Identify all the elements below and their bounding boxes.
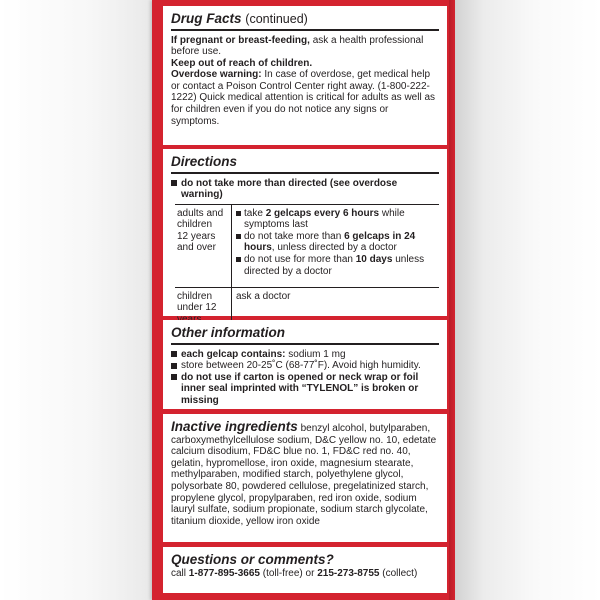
inactive-ingredients-section [163,414,447,542]
other-information-section [163,320,447,409]
questions-title: Questions or comments? [171,552,334,567]
dosage-item [236,254,439,277]
dosage-text: take [244,207,266,219]
dosage-adults [232,205,439,287]
bullet-square-icon [171,180,177,186]
bullet-square-icon [171,363,177,369]
section-rule [171,29,439,31]
questions-text: call [171,568,189,579]
other-info-item [171,360,439,372]
phone-collect: 215-273-8755 [317,568,380,579]
directions-warning-text: do not take more than directed (see overdose warning) [181,177,398,201]
bullet-square-icon [236,257,241,262]
other-info-text: store between 20-25˚C (68-77˚F). Avoid high humidity. [181,360,421,372]
other-info-item [171,349,439,361]
drug-facts-title-text: Drug Facts [171,11,242,26]
overdose-warning-bold: Overdose warning: [171,69,262,81]
bullet-square-icon [171,351,177,357]
other-info-bold: each gelcap contains: [181,348,286,360]
other-information-title: Other information [171,325,285,340]
dosage-text: while symptoms last [244,207,405,231]
bullet-square-icon [171,374,177,380]
other-info-text: sodium 1 mg [285,348,346,360]
pregnancy-warning [171,35,439,58]
keep-out-of-reach: Keep out of reach of children. [171,57,313,69]
pregnancy-warning-text: ask a health professional before use. [171,34,424,58]
phone-toll-free: 1-877-895-3665 [188,568,260,579]
age-group-children: children under 12 [175,288,232,338]
inactive-ingredients-title: Inactive ingredients [171,419,298,434]
dosage-item [236,208,439,231]
background-right [455,0,600,600]
overdose-warning [171,69,439,127]
dosage-bold: 6 gelcaps in 24 hours [244,230,416,254]
other-info-bold: do not use if carton is opened or neck wrap or foil inner seal imprinted with “TYLENOL” is broken or missing [181,371,419,406]
section-rule [171,343,439,345]
directions-table [175,204,439,338]
section-rule [171,172,439,174]
dosage-text: do not use for more than [244,254,356,266]
drug-facts-section [163,6,447,145]
inactive-ingredients-body [171,421,439,527]
overdose-warning-text: In case of overdose, get medical help or contact a Poison Control Center right away. (1-800-222-1222) Quick medical attention is critical for adults as well as for children even if you do not notice any signs or symptoms. [171,69,436,127]
directions-section [163,149,447,316]
bullet-square-icon [236,211,241,216]
dosage-bold: 2 gelcaps every 6 hours [265,207,380,219]
dosage-bold: 10 days [355,254,393,266]
questions-section [163,547,447,593]
drug-facts-title-suffix: (continued) [245,12,308,26]
age-group-adults: adults and children 12 years and over [175,205,232,287]
other-info-item [171,372,439,407]
panel-edge [449,0,455,600]
questions-text: (collect) [379,568,418,579]
questions-text: (toll-free) or [259,568,318,579]
inactive-ingredients-text: benzyl alcohol, butylparaben, carboxymethylcellulose sodium, D&C yellow no. 10, edetate calcium disodium, FD&C blue no. 1, FD&C red no. 40, gelatin, hypromellose, iron oxide, magnesium stearate, methylparaben, modified starch, polyethylene glycol, polysorbate 80, powdered cellulose, pregelatinized starch, propylene glycol, propylparaben, red iron oxide, sodium lauryl sulfate, sodium propionate, sodium starch glycolate, titanium dioxide, yellow iron oxide [171,423,437,527]
table-row [175,205,439,287]
bullet-square-icon [236,234,241,239]
directions-title: Directions [171,154,238,169]
dosage-text: do not take more than [244,230,345,242]
pregnancy-warning-bold: If pregnant or breast-feeding, [171,34,310,46]
questions-contact [171,568,439,580]
dosage-children: ask a doctor [236,290,291,302]
dosage-text: unless directed by a doctor [244,254,425,277]
drug-facts-title [171,11,439,27]
background-left [0,0,152,600]
dosage-item [236,231,439,254]
directions-warning [171,178,439,201]
dosage-text: , unless directed by a doctor [271,242,397,254]
